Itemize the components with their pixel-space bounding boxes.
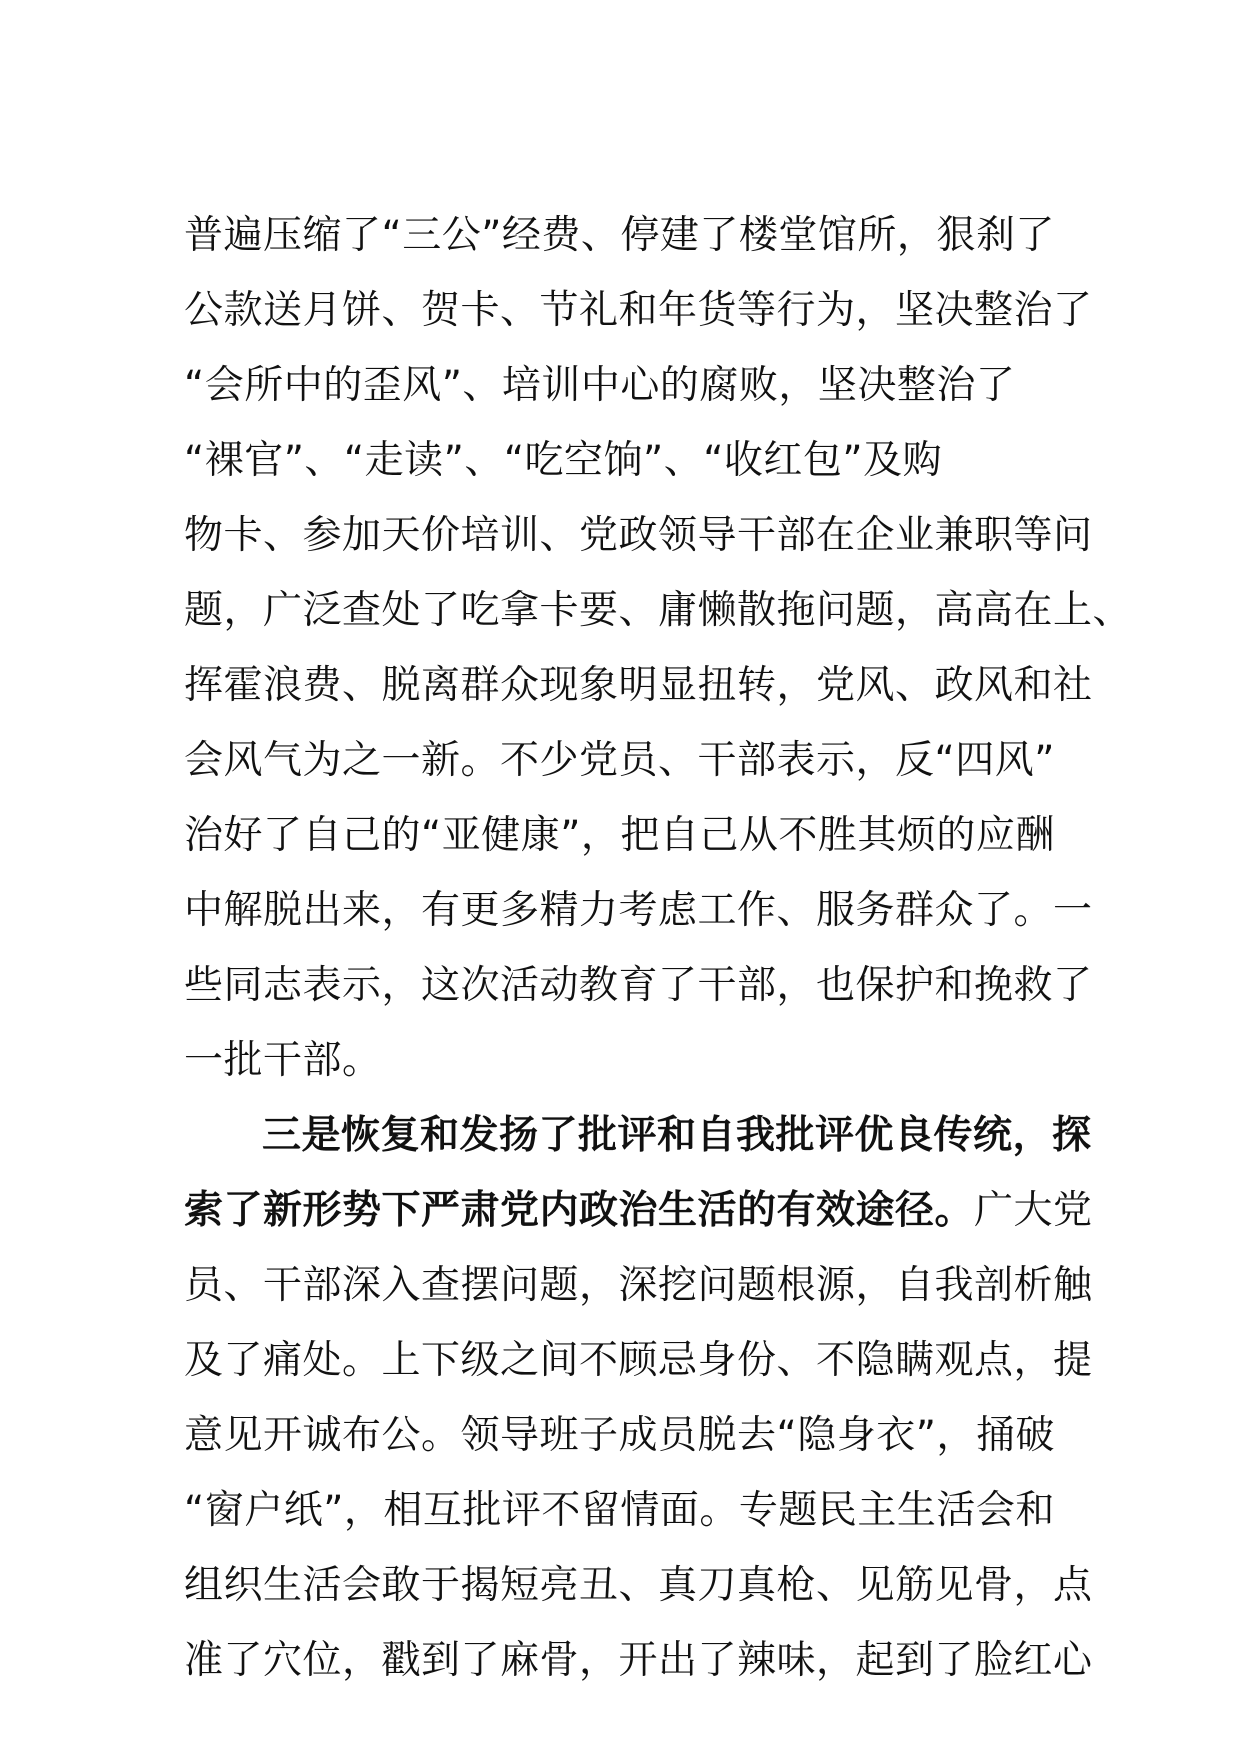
text-line: 题，广泛查处了吃拿卡要、庸懒散拖问题，高高在上、 bbox=[184, 588, 1133, 633]
text-line: “裸官”、“走读”、“吃空饷”、“收红包”及购 bbox=[184, 438, 943, 483]
text-line bbox=[184, 1173, 1093, 1248]
text-line: 中解脱出来，有更多精力考虑工作、服务群众了。一 bbox=[184, 888, 1093, 933]
text-line: 些同志表示，这次活动教育了干部，也保护和挽救了 bbox=[184, 963, 1093, 1008]
text-line: 治好了自己的“亚健康”，把自己从不胜其烦的应酬 bbox=[184, 813, 1055, 858]
text-line: 准了穴位，戳到了麻骨，开出了辣味，起到了脸红心 bbox=[184, 1638, 1093, 1683]
text-line: 意见开诚布公。领导班子成员脱去“隐身衣”，捅破 bbox=[184, 1413, 1055, 1458]
text-fragment: 广大党 bbox=[974, 1188, 1093, 1233]
paragraph-heading-continuation: 索了新形势下严肃党内政治生活的有效途径。 bbox=[184, 1188, 975, 1233]
text-line: 及了痛处。上下级之间不顾忌身份、不隐瞒观点，提 bbox=[184, 1338, 1093, 1383]
text-line: 挥霍浪费、脱离群众现象明显扭转，党风、政风和社 bbox=[184, 663, 1093, 708]
text-line: 物卡、参加天价培训、党政领导干部在企业兼职等问 bbox=[184, 513, 1093, 558]
text-line: “会所中的歪风”、培训中心的腐败，坚决整治了 bbox=[184, 363, 1016, 408]
text-line: 会风气为之一新。不少党员、干部表示，反“四风” bbox=[184, 738, 1055, 783]
text-line: 员、干部深入查摆问题，深挖问题根源，自我剖析触 bbox=[184, 1263, 1093, 1308]
text-line: 一批干部。 bbox=[184, 1038, 382, 1083]
paragraph-1 bbox=[184, 198, 1133, 1098]
text-line: 组织生活会敢于揭短亮丑、真刀真枪、见筋见骨，点 bbox=[184, 1563, 1093, 1608]
text-line: 公款送月饼、贺卡、节礼和年货等行为，坚决整治了 bbox=[184, 288, 1093, 333]
paragraph-heading-line: 三是恢复和发扬了批评和自我批评优良传统，探 bbox=[262, 1113, 1092, 1158]
text-line: 普遍压缩了“三公”经费、停建了楼堂馆所，狠刹了 bbox=[184, 213, 1055, 258]
paragraph-2 bbox=[184, 1098, 1093, 1698]
text-line: “窗户纸”，相互批评不留情面。专题民主生活会和 bbox=[184, 1488, 1055, 1533]
document-body bbox=[184, 198, 1133, 1698]
